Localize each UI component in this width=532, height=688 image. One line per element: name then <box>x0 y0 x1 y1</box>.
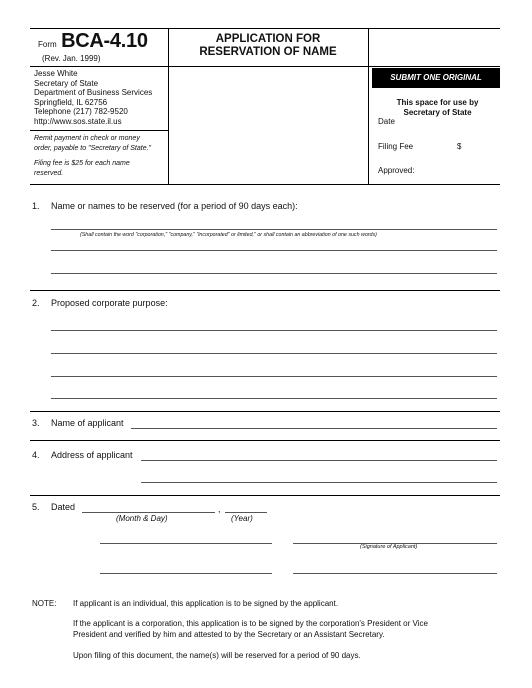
note-label: NOTE: <box>32 599 57 608</box>
note-line-2b: President and verified by him and attested to by the Secretary or an Assistant Secretary. <box>73 630 385 639</box>
reserved-name-line-3[interactable] <box>51 273 497 274</box>
header-bottom-rule <box>30 184 500 185</box>
applicant-address-line-1[interactable] <box>141 460 497 461</box>
month-day-caption: (Month & Day) <box>116 514 168 523</box>
remit-instructions <box>34 134 151 153</box>
office-use-heading <box>380 98 495 117</box>
section-5-label: Dated <box>51 502 76 512</box>
office-line: Department of Business Services <box>34 88 153 98</box>
header-divider-2 <box>368 28 369 184</box>
approved-label: Approved: <box>378 166 415 175</box>
applicant-name-line[interactable] <box>131 428 497 429</box>
dollar-sign: $ <box>457 142 462 151</box>
signature-caption: (Signature of Applicant) <box>360 544 418 550</box>
fee-instructions <box>34 159 130 178</box>
title-line-2: RESERVATION OF NAME <box>199 46 337 58</box>
year-caption: (Year) <box>231 514 253 523</box>
section-1-note: (Shall contain the word "corporation," "company," "incorporated" or limited," or shall contain an abbreviation of one such words) <box>80 232 377 238</box>
header-mid-rule <box>30 66 500 67</box>
purpose-line-4[interactable] <box>51 398 497 399</box>
section-4-number: 4. <box>32 450 40 460</box>
date-month-day-line[interactable] <box>82 512 215 513</box>
office-line: Springfield, IL 62756 <box>34 97 108 107</box>
section-1-rule <box>30 290 500 291</box>
section-2-number: 2. <box>32 298 40 308</box>
office-date-label: Date <box>378 117 395 126</box>
section-1-number: 1. <box>32 201 40 211</box>
applicant-address-line-2[interactable] <box>141 482 497 483</box>
filing-fee-label: Filing Fee <box>378 142 414 151</box>
office-line: Telephone (217) 782-9520 <box>34 107 128 117</box>
purpose-line-2[interactable] <box>51 353 497 354</box>
office-line: Jesse White <box>34 69 78 78</box>
signature-line-right-2[interactable] <box>293 573 497 574</box>
reserved-name-line-1[interactable] <box>51 229 497 230</box>
section-4-rule <box>30 495 500 496</box>
title-line-1: APPLICATION FOR <box>215 33 321 45</box>
purpose-line-3[interactable] <box>51 376 497 377</box>
section-3-number: 3. <box>32 418 40 428</box>
section-2-rule <box>30 411 500 412</box>
office-line: Secretary of State <box>34 78 99 88</box>
note-line-3: Upon filing of this document, the name(s) will be reserved for a period of 90 days. <box>73 651 361 660</box>
office-address <box>34 69 152 127</box>
revision-date: (Rev. Jan. 1999) <box>42 54 101 63</box>
section-3-label: Name of applicant <box>51 418 124 428</box>
form-number-block <box>38 30 148 53</box>
date-year-line[interactable] <box>225 512 267 513</box>
purpose-line-1[interactable] <box>51 330 497 331</box>
submit-banner: SUBMIT ONE ORIGINAL <box>372 68 500 88</box>
office-use-heading-1: This space for use by <box>396 98 479 107</box>
signature-line-left-1[interactable] <box>100 543 272 544</box>
remit-line-1: Remit payment in check or money <box>34 135 140 142</box>
section-5-number: 5. <box>32 502 40 512</box>
form-title <box>168 33 368 59</box>
fee-line-2: reserved. <box>34 169 64 177</box>
section-2-label: Proposed corporate purpose: <box>51 298 168 308</box>
note-line-1: If applicant is an individual, this application is to be signed by the applicant. <box>73 599 339 608</box>
section-3-rule <box>30 440 500 441</box>
note-line-2a: If the applicant is a corporation, this application is to be signed by the corporation's President or Vice <box>73 619 428 628</box>
office-use-heading-2: Secretary of State <box>403 107 472 117</box>
remit-rule <box>30 130 168 131</box>
fee-line-1: Filing fee is $25 for each name <box>34 160 130 167</box>
remit-line-2: order, payable to "Secretary of State." <box>34 144 152 152</box>
signature-line-left-2[interactable] <box>100 573 272 574</box>
date-comma: , <box>218 504 221 514</box>
office-website: http://www.sos.state.il.us <box>34 116 122 126</box>
form-number: BCA-4.10 <box>61 30 148 52</box>
form-prefix: Form <box>38 40 57 49</box>
header-top-rule <box>30 28 500 29</box>
section-4-label: Address of applicant <box>51 450 133 460</box>
reserved-name-line-2[interactable] <box>51 250 497 251</box>
section-1-label: Name or names to be reserved (for a period of 90 days each): <box>51 201 298 211</box>
